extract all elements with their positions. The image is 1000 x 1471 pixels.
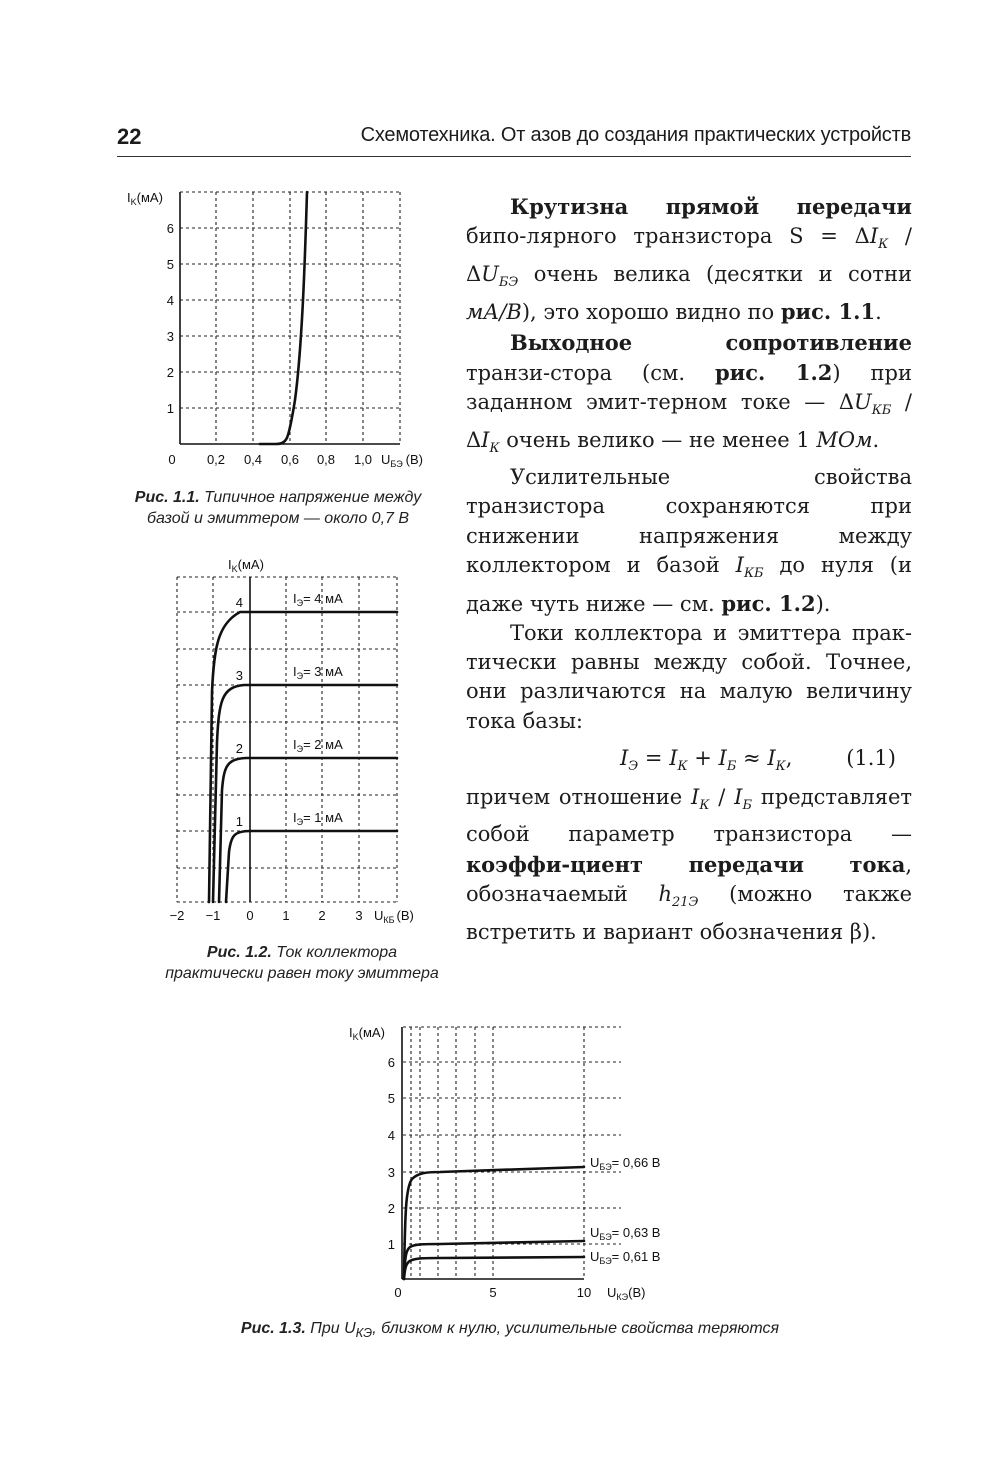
y-tick-2: 2 <box>166 365 174 380</box>
text-run: (можно также встретить и вариант обозначения β). <box>466 882 912 944</box>
symbol: h <box>658 882 672 907</box>
curve-level-4: 4 <box>235 595 243 610</box>
x-axis-title: $U_{БЭ}$ (В) <box>381 452 424 469</box>
x-tick-minus-1: −1 <box>205 908 221 923</box>
x-tick-0-8: 0,8 <box>316 452 336 467</box>
page-number: 22 <box>117 124 142 149</box>
paragraph-amplification <box>466 463 912 619</box>
x-tick-1: 1 <box>282 908 290 923</box>
term-transconductance: Крутизна прямой передачи <box>510 194 912 219</box>
symbol: I <box>869 224 879 249</box>
symbol: U <box>481 261 499 286</box>
curve-level-1: 1 <box>235 814 243 829</box>
symbol: I <box>691 784 700 809</box>
subscript: Б <box>742 798 752 814</box>
x-tick-0-2: 0,2 <box>206 452 226 467</box>
curve-label-063: $U_{БЭ}= 0,63$ В <box>590 1225 661 1242</box>
y-tick-1: 1 <box>166 401 174 416</box>
unit: МОм <box>816 427 873 452</box>
text-run: ), это хорошо видно по <box>521 300 781 325</box>
text-run: . <box>872 427 880 452</box>
figure-1-1-graph <box>110 180 440 470</box>
y-tick-4: 4 <box>166 293 174 308</box>
caption-text: , близком к нулю, усилительные свойства теряются <box>372 1320 780 1337</box>
x-tick-minus-2: −2 <box>169 908 185 923</box>
curve-ie-1ma <box>226 831 397 902</box>
figure-ref: рис. 1.2 <box>721 590 816 616</box>
text-run: до нуля (и даже чуть ниже — см. <box>466 553 912 616</box>
y-tick-5: 5 <box>387 1091 395 1106</box>
curve-ube-066 <box>404 1167 584 1279</box>
x-axis-title: $U_{КБ}$ (В) <box>374 908 414 925</box>
subscript: КБ <box>743 566 764 582</box>
origin-label: 0 <box>168 452 176 467</box>
y-tick-6: 6 <box>166 221 174 236</box>
text-run: очень велико — не менее 1 <box>499 427 817 452</box>
x-tick-3: 3 <box>355 908 363 923</box>
subscript: К <box>699 798 710 814</box>
term-output-resistance: Выходное сопротивление <box>510 329 912 355</box>
symbol: I <box>718 745 727 770</box>
origin-label: 0 <box>394 1285 402 1300</box>
text-run: причем отношение <box>466 784 692 809</box>
symbol: U <box>854 390 872 415</box>
curve-label-066: $U_{БЭ}= 0,66$ В <box>590 1155 661 1172</box>
operator: , <box>785 745 793 770</box>
figure-1-3-graph <box>340 1015 720 1305</box>
subscript: Б <box>726 759 737 775</box>
caption-text: При U <box>305 1320 356 1337</box>
figure-1-1-caption <box>110 487 446 529</box>
grid <box>180 192 400 444</box>
caption-text: базой и эмиттером — около 0,7 В <box>146 510 410 527</box>
x-tick-5: 5 <box>489 1285 497 1300</box>
caption-label: Рис. 1.3. <box>240 1320 306 1337</box>
text-run: , обозначаемый <box>466 852 912 907</box>
y-tick-6: 6 <box>387 1055 395 1070</box>
curve-label-4ma: $I_Э= 4$ мА <box>293 591 343 608</box>
text-run: / <box>709 784 735 809</box>
x-axis-title: $U_{КЭ}(В)$ <box>607 1285 646 1302</box>
subscript: К <box>775 759 786 775</box>
y-tick-3: 3 <box>387 1165 395 1180</box>
symbol: I <box>620 745 629 770</box>
paragraph-transconductance <box>466 192 912 328</box>
subscript: К <box>677 759 688 775</box>
symbol: I <box>481 427 490 452</box>
running-title: Схемотехника. От азов до создания практических устройств <box>360 124 911 146</box>
figure-1-2-graph <box>160 552 450 932</box>
caption-subscript: КЭ <box>355 1325 373 1341</box>
text-run: ) при заданном эмит-терном токе — Δ <box>466 360 912 415</box>
y-tick-3: 3 <box>166 329 174 344</box>
x-tick-0-6: 0,6 <box>280 452 300 467</box>
y-axis-title: $I_K(мА)$ <box>127 190 163 207</box>
subscript: КБ <box>871 403 892 419</box>
figure-1-2-caption <box>150 942 454 984</box>
text-run: / Δ <box>466 390 912 452</box>
term-current-gain: коэффи-циент передачи тока <box>466 851 906 877</box>
symbol: I <box>767 745 776 770</box>
curve-ube-061 <box>404 1257 584 1279</box>
curve-ube-063 <box>404 1241 584 1279</box>
figure-ref: рис. 1.1 <box>780 299 876 325</box>
curve-level-2: 2 <box>235 741 243 756</box>
curve-ie-3ma <box>213 685 397 902</box>
body-text <box>466 192 912 947</box>
caption-label: Рис. 1.1. <box>134 489 200 506</box>
symbol: I <box>734 784 743 809</box>
text-run: бипо-лярного транзистора S = Δ <box>466 224 870 249</box>
text-run: . <box>875 300 882 325</box>
figure-ref: рис. 1.2 <box>714 359 833 385</box>
x-tick-10: 10 <box>576 1285 592 1300</box>
figure-1-3-caption <box>150 1318 870 1343</box>
formula-number: (1.1) <box>846 745 896 770</box>
text-run: Усилительные свойства транзистора сохраняются при снижении напряжения между коллектором и базой <box>466 465 912 578</box>
subscript: Э <box>628 759 639 775</box>
y-tick-2: 2 <box>387 1201 395 1216</box>
operator: = <box>638 745 670 770</box>
caption-text: Ток коллектора <box>271 944 398 961</box>
y-axis-title: $I_K(мА)$ <box>228 557 264 574</box>
x-tick-0-4: 0,4 <box>243 452 263 467</box>
x-tick-1-0: 1,0 <box>353 452 373 467</box>
text-run: ). <box>815 591 831 616</box>
operator: + <box>687 745 719 770</box>
paragraph-currents: Токи коллектора и эмиттера прак-тически равны между собой. Точнее, они различаются на малую величину тока базы: <box>466 620 912 733</box>
paragraph-hfe <box>466 783 912 947</box>
symbol: I <box>669 745 678 770</box>
text-run: очень велика (десятки и сотни <box>518 261 912 286</box>
operator: ≈ <box>736 745 768 770</box>
unit: мА/В <box>466 300 522 325</box>
y-tick-5: 5 <box>166 257 174 272</box>
curve-level-3: 3 <box>235 668 243 683</box>
caption-label: Рис. 1.2. <box>206 944 272 961</box>
y-axis-title: $I_K(мА)$ <box>349 1025 385 1042</box>
formula-expression <box>620 744 792 781</box>
caption-text: практически равен току эмиттера <box>165 965 439 982</box>
curve-label-061: $U_{БЭ}= 0,61$ В <box>590 1249 661 1266</box>
subscript: К <box>489 440 500 456</box>
curve-label-1ma: $I_Э= 1$ мА <box>293 810 343 827</box>
symbol: I <box>735 553 744 578</box>
text-run: представляет собой параметр транзистора — <box>466 784 912 847</box>
running-header <box>117 120 911 157</box>
paragraph-output-resistance <box>466 328 912 464</box>
text-run: транзи-стора (см. <box>466 360 715 385</box>
x-tick-0: 0 <box>246 908 254 923</box>
subscript: К <box>878 237 889 253</box>
x-tick-2: 2 <box>318 908 326 923</box>
y-tick-4: 4 <box>387 1128 395 1143</box>
formula-1-1 <box>466 739 912 779</box>
y-tick-1: 1 <box>387 1237 395 1252</box>
caption-text: Типичное напряжение между <box>199 489 422 506</box>
subscript: БЭ <box>498 274 519 290</box>
ib-ube-curve <box>260 192 307 444</box>
curve-label-2ma: $I_Э= 2$ мА <box>293 737 343 754</box>
text-run: / Δ <box>466 224 912 286</box>
subscript: 21Э <box>672 895 699 911</box>
curve-label-3ma: $I_Э= 3$ мА <box>293 664 343 681</box>
